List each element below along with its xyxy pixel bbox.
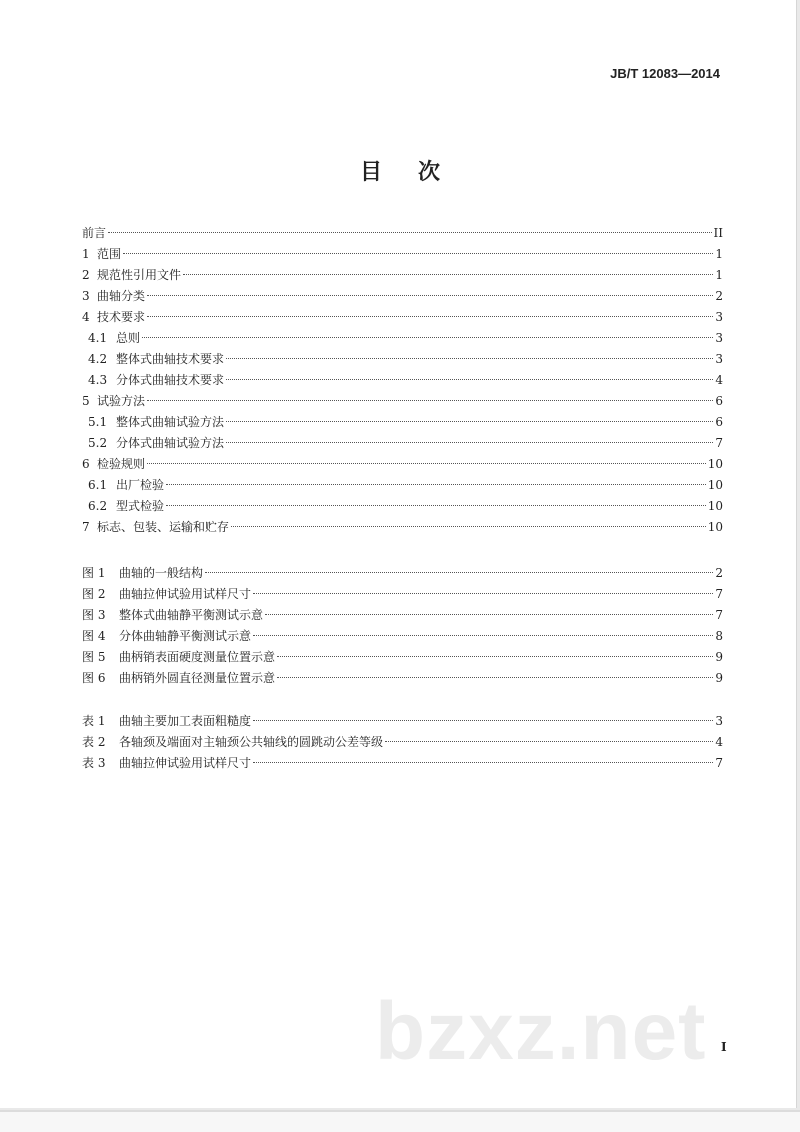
toc-entry[interactable] (82, 328, 723, 349)
entry-page: 8 (715, 629, 723, 643)
entry-number: 图 2 (82, 587, 106, 601)
dot-leader (385, 741, 713, 742)
toc-entry[interactable] (82, 454, 723, 475)
entry-title: 曲轴分类 (97, 289, 146, 303)
toc-entry[interactable] (82, 244, 723, 265)
entry-title: 总则 (116, 331, 141, 345)
toc-entry[interactable] (82, 391, 723, 412)
page-gap (0, 1110, 800, 1132)
entry-title: 出厂检验 (116, 478, 165, 492)
entry-number: 3 (82, 289, 90, 303)
entry-page: 6 (715, 394, 723, 408)
entry-title: 技术要求 (97, 310, 146, 324)
dot-leader (147, 400, 713, 401)
toc-entry[interactable] (82, 711, 723, 732)
dot-leader (205, 572, 713, 573)
toc-sections (82, 223, 723, 538)
entry-page: 3 (715, 310, 723, 324)
dot-leader (147, 463, 706, 464)
toc-entry[interactable] (82, 307, 723, 328)
toc-entry[interactable] (82, 668, 723, 689)
dot-leader (226, 358, 713, 359)
toc-entry[interactable] (82, 349, 723, 370)
dot-leader (277, 677, 713, 678)
entry-page: 1 (715, 268, 723, 282)
entry-title: 曲轴拉伸试验用试样尺寸 (119, 587, 252, 601)
entry-page: 3 (715, 352, 723, 366)
toc-entry[interactable] (82, 475, 723, 496)
dot-leader (183, 274, 713, 275)
dot-leader (265, 614, 713, 615)
entry-number: 6.1 (88, 478, 108, 492)
entry-page: 7 (715, 756, 723, 770)
dot-leader (253, 635, 713, 636)
entry-page: 4 (715, 373, 723, 387)
entry-page: II (713, 226, 723, 240)
entry-title: 整体式曲轴静平衡测试示意 (119, 608, 264, 622)
entry-title: 型式检验 (116, 499, 165, 513)
entry-number: 6 (82, 457, 90, 471)
entry-page: 7 (715, 608, 723, 622)
entry-page: 9 (715, 671, 723, 685)
toc-entry[interactable] (82, 626, 723, 647)
page-number: I (721, 1040, 727, 1054)
dot-leader (277, 656, 713, 657)
entry-number: 5 (82, 394, 90, 408)
entry-title: 整体式曲轴技术要求 (116, 352, 225, 366)
entry-number: 图 5 (82, 650, 106, 664)
entry-number: 1 (82, 247, 90, 261)
toc-entry[interactable] (82, 496, 723, 517)
dot-leader (166, 484, 706, 485)
entry-page: 10 (707, 478, 723, 492)
entry-page: 4 (715, 735, 723, 749)
entry-number: 4.1 (88, 331, 108, 345)
entry-title: 曲轴主要加工表面粗糙度 (119, 714, 252, 728)
entry-title: 分体曲轴静平衡测试示意 (119, 629, 252, 643)
entry-title: 分体式曲轴试验方法 (116, 436, 225, 450)
entry-page: 10 (707, 457, 723, 471)
entry-title: 曲轴的一般结构 (119, 566, 204, 580)
dot-leader (253, 720, 713, 721)
entry-title: 范围 (97, 247, 122, 261)
toc-entry[interactable] (82, 732, 723, 753)
entry-title: 曲轴拉伸试验用试样尺寸 (119, 756, 252, 770)
entry-number: 表 3 (82, 756, 106, 770)
toc-entry[interactable] (82, 753, 723, 774)
toc-entry[interactable] (82, 647, 723, 668)
toc-figures (82, 563, 723, 689)
toc-entry[interactable] (82, 223, 723, 244)
entry-page: 2 (715, 566, 723, 580)
entry-title: 曲柄销外圆直径测量位置示意 (119, 671, 276, 685)
dot-leader (226, 421, 713, 422)
toc-entry[interactable] (82, 370, 723, 391)
dot-leader (147, 295, 713, 296)
entry-title: 标志、包装、运输和贮存 (97, 520, 230, 534)
toc-entry[interactable] (82, 563, 723, 584)
toc-entry[interactable] (82, 412, 723, 433)
entry-number: 表 2 (82, 735, 106, 749)
entry-number: 4.3 (88, 373, 108, 387)
entry-number: 4 (82, 310, 90, 324)
page-title: 目次 (359, 159, 476, 185)
entry-page: 10 (707, 520, 723, 534)
dot-leader (226, 379, 713, 380)
toc-entry[interactable] (82, 584, 723, 605)
entry-page: 3 (715, 331, 723, 345)
dot-leader (142, 337, 713, 338)
entry-title: 分体式曲轴技术要求 (116, 373, 225, 387)
dot-leader (253, 762, 713, 763)
dot-leader (253, 593, 713, 594)
toc-entry[interactable] (82, 605, 723, 626)
entry-page: 1 (715, 247, 723, 261)
entry-page: 9 (715, 650, 723, 664)
toc-entry[interactable] (82, 286, 723, 307)
entry-title: 规范性引用文件 (97, 268, 182, 282)
entry-number: 6.2 (88, 499, 108, 513)
dot-leader (226, 442, 713, 443)
entry-page: 7 (715, 587, 723, 601)
entry-title: 整体式曲轴试验方法 (116, 415, 225, 429)
toc-entry[interactable] (82, 517, 723, 538)
dot-leader (231, 526, 706, 527)
entry-number: 7 (82, 520, 90, 534)
entry-number: 表 1 (82, 714, 106, 728)
dot-leader (123, 253, 713, 254)
toc-entry[interactable] (82, 433, 723, 454)
entry-number: 4.2 (88, 352, 108, 366)
dot-leader (147, 316, 713, 317)
entry-number: 5.1 (88, 415, 108, 429)
entry-number: 5.2 (88, 436, 108, 450)
toc-entry[interactable] (82, 265, 723, 286)
entry-title: 试验方法 (97, 394, 146, 408)
entry-page: 2 (715, 289, 723, 303)
entry-number: 图 4 (82, 629, 106, 643)
entry-title: 检验规则 (97, 457, 146, 471)
entry-title: 前言 (82, 226, 107, 240)
entry-number: 图 6 (82, 671, 106, 685)
entry-page: 3 (715, 714, 723, 728)
standard-number: JB/T 12083—2014 (610, 66, 720, 81)
watermark: bzxz.net (375, 986, 707, 1077)
toc-tables (82, 711, 723, 774)
entry-number: 图 3 (82, 608, 106, 622)
entry-page: 10 (707, 499, 723, 513)
entry-title: 曲柄销表面硬度测量位置示意 (119, 650, 276, 664)
entry-title: 各轴颈及端面对主轴颈公共轴线的圆跳动公差等级 (119, 735, 384, 749)
entry-number: 2 (82, 268, 90, 282)
entry-page: 7 (715, 436, 723, 450)
entry-number: 图 1 (82, 566, 106, 580)
dot-leader (166, 505, 706, 506)
dot-leader (108, 232, 712, 233)
entry-page: 6 (715, 415, 723, 429)
